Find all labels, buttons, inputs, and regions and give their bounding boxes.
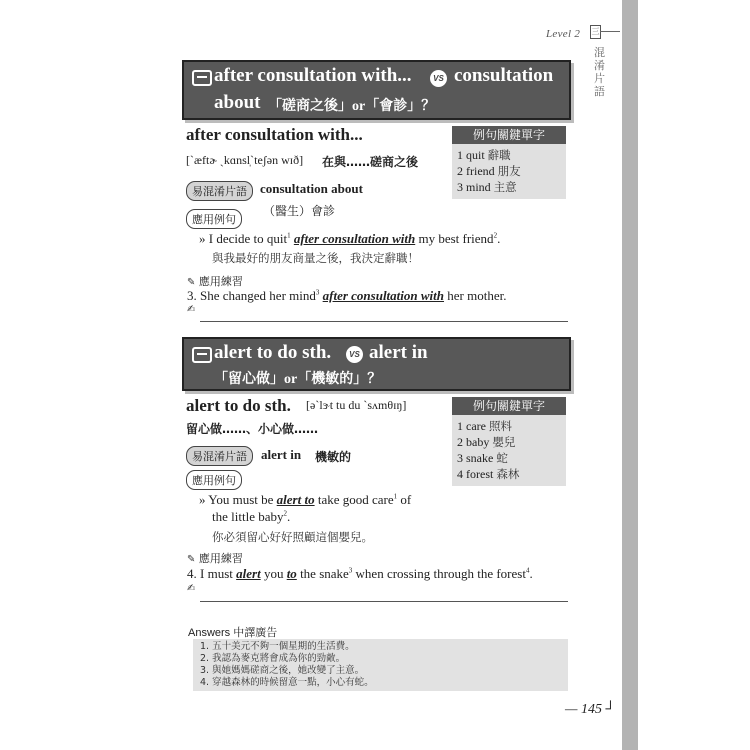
keywords-title: 例句關鍵單字: [452, 397, 566, 415]
answer-item: 3. 與她媽媽磋商之後，她改變了主意。: [200, 665, 365, 676]
example-sentence: » I decide to quit$^1$ after consultation with my best friend$^2$.: [199, 231, 501, 246]
confusing-meaning: （醫生）會診: [263, 204, 336, 218]
entry-word: after consultation with...: [186, 125, 363, 144]
example-translation: 與我最好的朋友商量之後，我決定辭職！: [212, 251, 419, 265]
practice-label: ✎ 應用練習: [187, 552, 243, 565]
section1-header: [182, 60, 571, 120]
keyword-item: 1 quit 辭職: [457, 148, 511, 162]
confusing-tag: 易混淆片語: [186, 181, 253, 201]
keywords-box: [452, 126, 566, 199]
category-char: 混: [594, 46, 605, 59]
keyword-item: 2 friend 朋友: [457, 164, 521, 178]
confusing-meaning: 機敏的: [315, 450, 352, 464]
meaning: 留心做……、小心做……: [186, 422, 319, 436]
speech-bubble-icon: [192, 70, 212, 86]
header-term1: after consultation with...: [214, 65, 412, 86]
example-tag: 應用例句: [186, 470, 242, 490]
level-box: 三: [590, 25, 601, 39]
confusing-phrase: alert in: [261, 447, 302, 462]
confusing-phrase: consultation about: [260, 181, 363, 196]
level-line: [600, 31, 620, 32]
keyword-item: 3 snake 蛇: [457, 451, 508, 465]
write-hand-icon: ✍: [187, 583, 196, 594]
side-strip: [622, 0, 638, 750]
vs-icon: VS: [430, 70, 447, 87]
header-term2b: about: [214, 92, 261, 113]
example-sentence-line2: the little baby$^2$.: [212, 509, 291, 524]
answer-line: [200, 601, 568, 602]
meaning: 在與……磋商之後: [322, 155, 419, 169]
page-number: — 145 ┘: [565, 702, 616, 717]
answers-title: Answers 中譯廣告: [188, 627, 278, 639]
section2-header: [182, 337, 571, 391]
example-sentence: » You must be alert to take good care$^1$ of: [199, 492, 412, 507]
category-char: 淆: [594, 59, 605, 72]
vs-icon: VS: [346, 346, 363, 363]
entry-word: alert to do sth.: [186, 396, 291, 415]
answer-item: 1. 五十美元不夠一個星期的生活費。: [200, 641, 355, 652]
write-hand-icon: ✍: [187, 304, 196, 315]
keyword-item: 4 forest 森林: [457, 467, 520, 481]
keywords-box: [452, 397, 566, 486]
answer-item: 4. 穿越森林的時候留意一點，小心有蛇。: [200, 677, 374, 688]
header-question: 「磋商之後」or「會診」？: [268, 98, 436, 114]
keyword-item: 2 baby 嬰兒: [457, 435, 516, 449]
level-label: Level 2: [546, 28, 581, 40]
category-char: 片: [594, 72, 605, 85]
answers-box: [193, 639, 568, 691]
keyword-item: 1 care 照料: [457, 419, 512, 433]
example-tag: 應用例句: [186, 209, 242, 229]
phonetic: [ˋæftɚ ˏkɑnsl̩ˋteʃən wɪð]: [186, 153, 304, 167]
confusing-tag: 易混淆片語: [186, 446, 253, 466]
category-char: 語: [594, 85, 605, 98]
keywords-title: 例句關鍵單字: [452, 126, 566, 144]
pencil-icon: ✎: [187, 554, 196, 565]
keyword-item: 3 mind 主意: [457, 180, 517, 194]
pencil-icon: ✎: [187, 277, 196, 288]
answer-line: [200, 321, 568, 322]
phonetic: [əˋlɝt tu du ˋsʌmθɪŋ]: [306, 398, 407, 412]
header-term2: alert in: [369, 342, 428, 363]
category-vertical: [594, 46, 606, 98]
header-term1: alert to do sth.: [214, 342, 332, 363]
practice-label: ✎ 應用練習: [187, 275, 243, 288]
practice-sentence: 3. She changed her mind$^3$ after consultation with her mother.: [187, 288, 507, 303]
answer-item: 2. 我認為麥克將會成為你的勁敵。: [200, 653, 346, 664]
example-translation: 你必須留心好好照顧這個嬰兒。: [212, 530, 373, 544]
practice-sentence: 4. I must alert you to the snake$^3$ when crossing through the forest$^4$.: [187, 566, 533, 581]
speech-bubble-icon: [192, 347, 212, 363]
header-question: 「留心做」or「機敏的」？: [214, 371, 382, 387]
header-term2: consultation: [454, 65, 554, 86]
